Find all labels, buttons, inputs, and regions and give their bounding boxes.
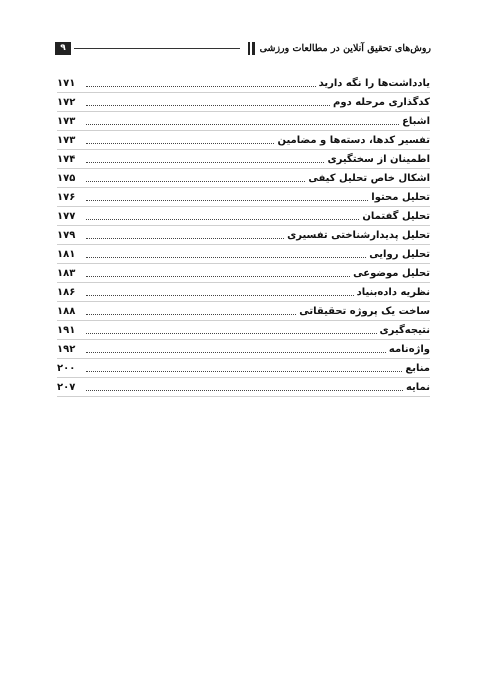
toc-entry-page: ۱۷۲ bbox=[57, 96, 76, 108]
dot-leader bbox=[86, 352, 386, 353]
toc-entry-page: ۱۹۱ bbox=[57, 324, 76, 336]
dot-leader bbox=[86, 238, 284, 239]
toc-entry bbox=[57, 340, 430, 359]
page-number: ۹ bbox=[60, 43, 66, 53]
toc-entry-title: اشباع bbox=[402, 115, 430, 127]
toc-entry-title: منابع bbox=[405, 362, 430, 374]
toc-entry bbox=[57, 112, 430, 131]
toc-entry bbox=[57, 74, 430, 93]
dot-leader bbox=[86, 200, 368, 201]
toc-entry-page: ۱۷۳ bbox=[57, 115, 76, 127]
dot-leader bbox=[86, 162, 324, 163]
book-title: روش‌های تحقیق آنلاین در مطالعات ورزشی bbox=[259, 42, 431, 54]
table-of-contents bbox=[57, 74, 430, 397]
toc-entry-title: تحلیل موضوعی bbox=[353, 267, 430, 279]
dot-leader bbox=[86, 86, 316, 87]
toc-entry-title: یادداشت‌ها را نگه دارید bbox=[318, 77, 430, 89]
toc-entry-title: واژه‌نامه bbox=[388, 343, 430, 355]
toc-entry bbox=[57, 245, 430, 264]
toc-entry-page: ۱۷۶ bbox=[57, 191, 76, 203]
page-number-box bbox=[55, 42, 71, 55]
toc-entry bbox=[57, 131, 430, 150]
toc-entry bbox=[57, 226, 430, 245]
toc-entry-title: تحلیل گفتمان bbox=[362, 210, 430, 222]
toc-entry bbox=[57, 207, 430, 226]
toc-entry bbox=[57, 150, 430, 169]
toc-entry-page: ۱۸۸ bbox=[57, 305, 76, 317]
toc-entry bbox=[57, 321, 430, 340]
running-header bbox=[55, 40, 433, 56]
toc-entry bbox=[57, 359, 430, 378]
toc-entry bbox=[57, 378, 430, 397]
toc-entry-page: ۱۸۳ bbox=[57, 267, 76, 279]
toc-entry bbox=[57, 302, 430, 321]
toc-entry-page: ۱۷۹ bbox=[57, 229, 76, 241]
toc-entry-title: نتیجه‌گیری bbox=[379, 324, 430, 336]
toc-entry-title: کدگذاری مرحله دوم bbox=[333, 96, 430, 108]
dot-leader bbox=[86, 181, 305, 182]
toc-entry-page: ۱۷۵ bbox=[57, 172, 76, 184]
toc-entry-page: ۱۸۱ bbox=[57, 248, 76, 260]
dot-leader bbox=[86, 295, 354, 296]
toc-entry-page: ۲۰۷ bbox=[57, 381, 76, 393]
dot-leader bbox=[86, 390, 403, 391]
toc-entry bbox=[57, 169, 430, 188]
toc-entry-page: ۱۹۲ bbox=[57, 343, 76, 355]
toc-entry-page: ۱۷۷ bbox=[57, 210, 76, 222]
dot-leader bbox=[86, 333, 377, 334]
toc-entry-title: تحلیل پدیدارشناختی تفسیری bbox=[287, 229, 430, 241]
toc-entry-page: ۲۰۰ bbox=[57, 362, 76, 374]
dot-leader bbox=[86, 105, 330, 106]
ornament-bar bbox=[248, 42, 250, 55]
toc-entry bbox=[57, 93, 430, 112]
toc-entry-title: تفسیر کدها، دسته‌ها و مضامین bbox=[277, 134, 430, 146]
dot-leader bbox=[86, 257, 366, 258]
toc-entry bbox=[57, 283, 430, 302]
toc-entry-title: تحلیل روایی bbox=[369, 248, 430, 260]
toc-entry-page: ۱۷۴ bbox=[57, 153, 76, 165]
toc-entry-page: ۱۷۳ bbox=[57, 134, 76, 146]
ornament-bar bbox=[252, 42, 255, 55]
toc-entry-title: اشکال خاص تحلیل کیفی bbox=[308, 172, 430, 184]
toc-entry-title: نمایه bbox=[405, 381, 430, 393]
dot-leader bbox=[86, 371, 402, 372]
toc-entry-page: ۱۷۱ bbox=[57, 77, 76, 89]
dot-leader bbox=[86, 124, 399, 125]
toc-entry bbox=[57, 264, 430, 283]
toc-entry-title: تحلیل محتوا bbox=[371, 191, 430, 203]
dot-leader bbox=[86, 219, 359, 220]
toc-entry-title: نظریه داده‌بنیاد bbox=[356, 286, 430, 298]
header-rule bbox=[74, 48, 240, 49]
dot-leader bbox=[86, 143, 274, 144]
toc-entry-title: ساخت یک پروژه تحقیقاتی bbox=[299, 305, 430, 317]
dot-leader bbox=[86, 314, 296, 315]
toc-entry-title: اطمینان از سختگیری bbox=[327, 153, 430, 165]
toc-entry bbox=[57, 188, 430, 207]
header-ornament-bars bbox=[247, 42, 256, 55]
dot-leader bbox=[86, 276, 350, 277]
toc-entry-page: ۱۸۶ bbox=[57, 286, 76, 298]
